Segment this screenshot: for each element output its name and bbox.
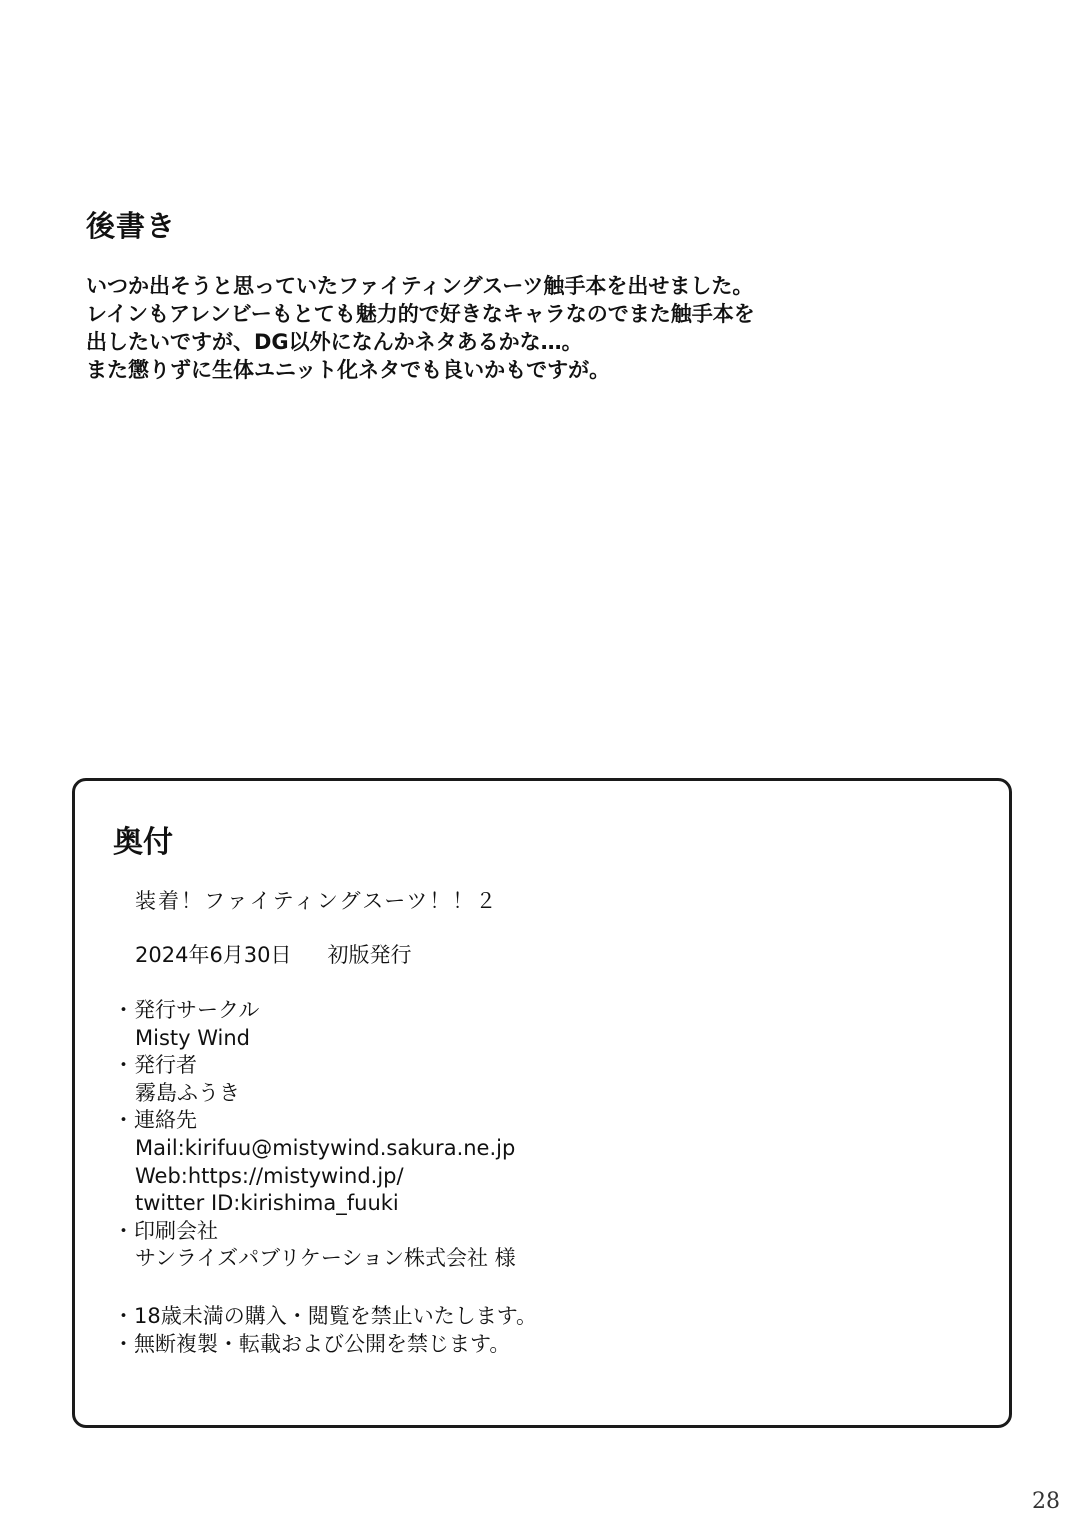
colophon-box (72, 778, 1012, 1428)
contact-mail: Mail:kirifuu@mistywind.sakura.ne.jp (135, 1135, 516, 1160)
book-title: 装着！ファイティングスーツ！！２ (135, 889, 499, 913)
contact-twitter: twitter ID:kirishima_fuuki (135, 1191, 399, 1216)
afterword-line: また懲りずに生体ユニット化ネタでも良いかもですが。 (86, 358, 611, 382)
info-heading-publisher: ・発行者 (113, 1053, 197, 1078)
publisher-name: 霧島ふうき (135, 1080, 240, 1105)
info-heading-contact: ・連絡先 (113, 1108, 197, 1133)
page-number: 28 (1032, 1489, 1060, 1514)
publish-date: 2024年6月30日 (135, 943, 292, 967)
circle-name: Misty Wind (135, 1025, 251, 1050)
afterword-title: 後書き (86, 209, 177, 243)
colophon-notices (113, 1303, 537, 1358)
afterword-line: レインもアレンビーもとても魅力的で好きなキャラなのでまた触手本を (86, 302, 755, 326)
afterword-line: いつか出そうと思っていたファイティングスーツ触手本を出せました。 (86, 274, 754, 298)
edition-label: 初版発行 (327, 943, 412, 967)
colophon-title: 奥付 (113, 825, 173, 860)
edition-line (135, 941, 412, 969)
printer-name: サンライズパブリケーション株式会社 様 (135, 1246, 516, 1271)
notice-age-restriction: ・18歳未満の購入・閲覧を禁止いたします。 (113, 1304, 538, 1328)
notice-copyright: ・無断複製・転載および公開を禁じます。 (113, 1331, 511, 1356)
contact-web: Web:https://mistywind.jp/ (135, 1163, 404, 1188)
afterword-body (86, 272, 986, 384)
info-heading-printer: ・印刷会社 (113, 1218, 218, 1243)
info-heading-circle: ・発行サークル (113, 998, 260, 1022)
afterword-line: 出したいですが、DG以外になんかネタあるかな…。 (86, 330, 583, 354)
colophon-info (113, 997, 516, 1273)
